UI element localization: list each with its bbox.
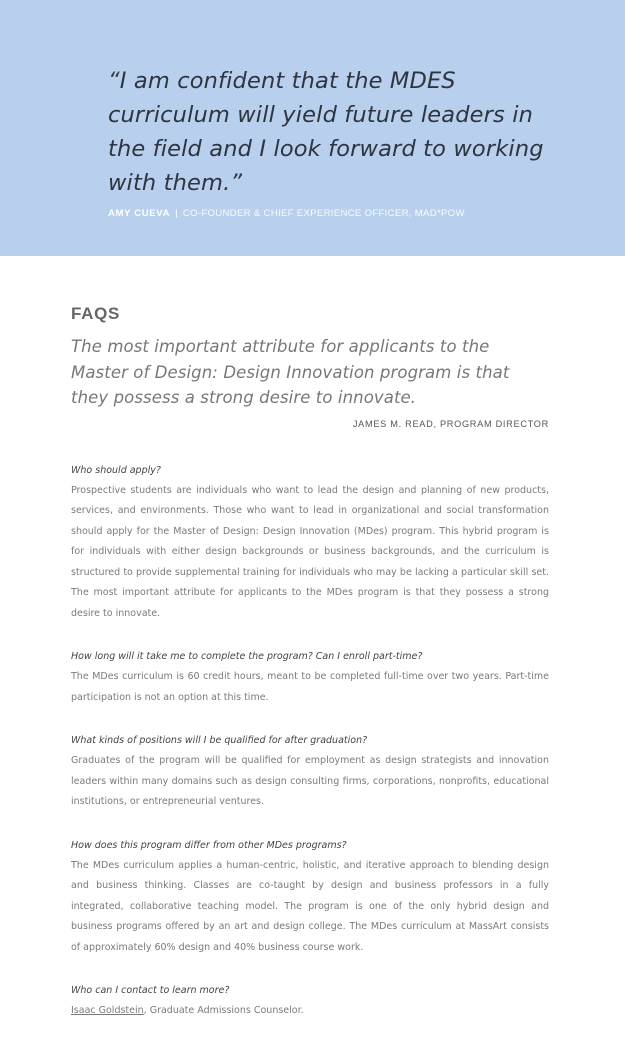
faq-heading: FAQS [71,304,121,323]
faq-answer [71,1001,549,1022]
contact-link[interactable]: Isaac Goldstein [71,1005,144,1016]
faq-answer: The MDes curriculum is 60 credit hours, meant to be completed full-time over two years. Part-time participation is not an option at this time. [71,671,549,703]
faq-answer: Graduates of the program will be qualified for employment as design strategists and innovation leaders within many domains such as design consulting firms, corporations, nonprofits, educational institutions, or entrepreneurial ventures. [71,755,549,807]
faq-item-contact [71,981,549,1022]
faq-answer: The MDes curriculum applies a human-centric, holistic, and iterative approach to blending design and business thinking. Classes are co-taught by design and business professors in a fully integrated, collaborative teaching model. The program is one of the only hybrid design and business programs offered by an art and design college. The MDes curriculum at MassArt consists of approximately 60% design and 40% business course work. [71,859,549,953]
faq-item [71,731,549,813]
testimonial-quote: “I am confident that the MDES curriculum will yield future leaders in the field and I look forward to working with them.” [108,68,544,196]
testimonial-attribution [108,208,565,219]
faq-question: What kinds of positions will I be qualified for after graduation? [71,735,368,746]
contact-suffix: , Graduate Admissions Counselor. [143,1005,304,1016]
faq-lead-quote: The most important attribute for applicants to the Master of Design: Design Innovation program is that they possess a strong desire to innovate. [71,337,510,407]
faq-answer: Prospective students are individuals who want to lead the design and planning of new products, services, and environments. Those who want to lead in organizational and social transformation should apply for the Master of Design: Design Innovation (MDes) program. This hybrid program is for individuals with either design backgrounds or business backgrounds, and the curriculum is structured to provide supplemental training for individuals who may be lacking a particular skill set. The most important attribute for applicants to the MDes program is that they possess a strong desire to innovate. [71,484,549,619]
attribution-separator: | [175,208,178,219]
faq-item [71,836,549,959]
faq-question: Who can I contact to learn more? [71,985,230,996]
faq-question: Who should apply? [71,464,161,476]
faq-item [71,461,549,625]
faq-item [71,647,549,708]
testimonial-name: AMY CUEVA [108,208,171,219]
faq-lead-attribution: JAMES M. READ, PROGRAM DIRECTOR [352,418,549,429]
faq-question: How does this program differ from other MDes programs? [71,839,347,851]
faq-section [0,256,625,1022]
testimonial-banner [0,0,625,256]
testimonial-role: CO-FOUNDER & CHIEF EXPERIENCE OFFICER, MAD*POW [182,208,465,219]
faq-question: How long will it take me to complete the program? Can I enroll part-time? [71,651,423,662]
